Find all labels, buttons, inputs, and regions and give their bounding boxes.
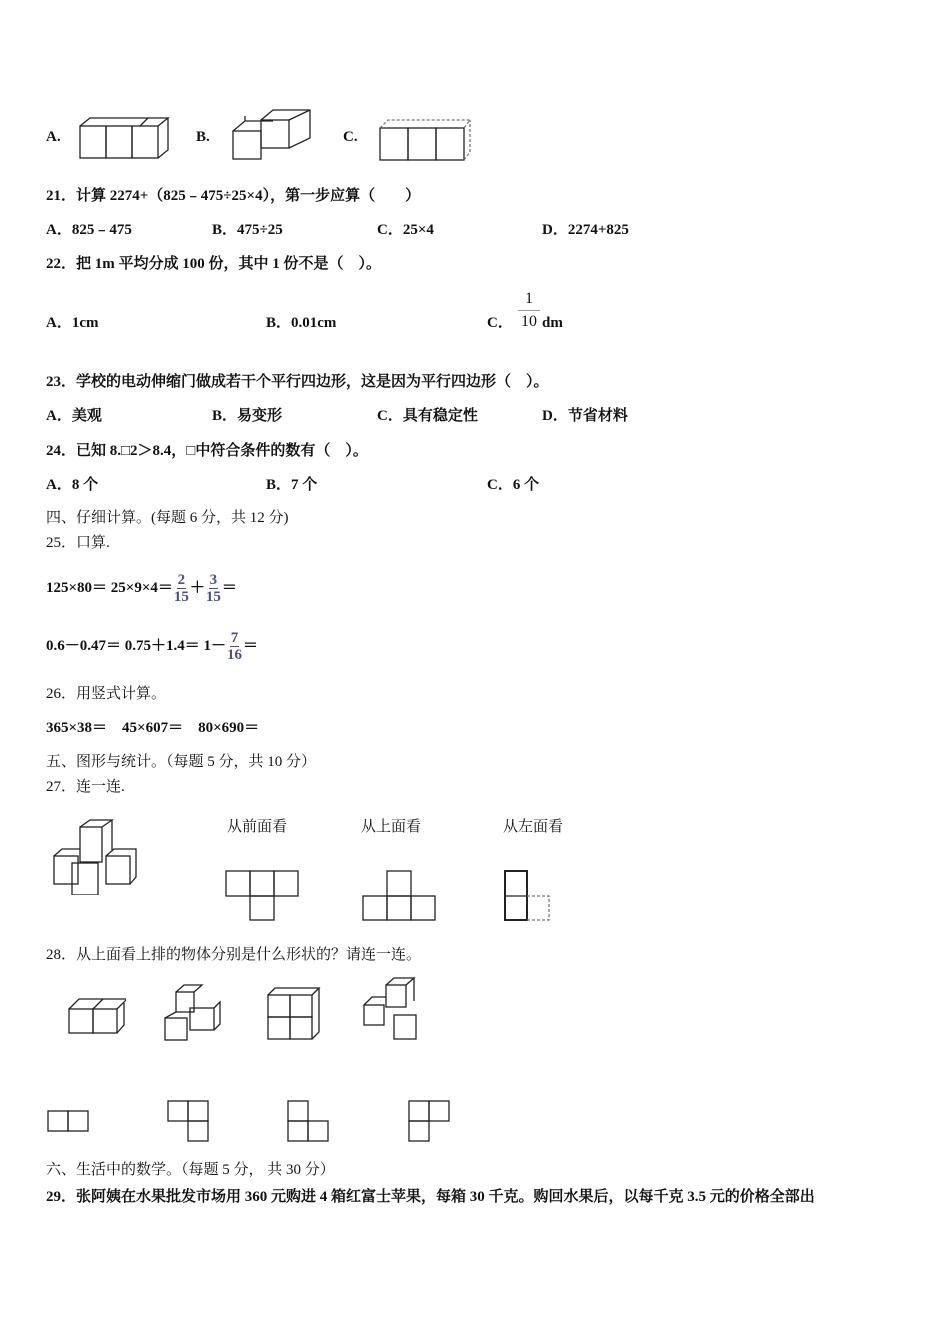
q28-solid-3 [265, 985, 323, 1043]
q20-option-b: B. [196, 129, 210, 145]
section-6-heading: 六、生活中的数学。（每题 5 分， 共 30 分） [46, 1162, 335, 1178]
q28-view-4 [407, 1098, 453, 1144]
q27-solid-figure [50, 815, 150, 895]
q23-option-b: B．易变形 [212, 408, 283, 424]
q21-option-a: A．825﹣475 [46, 222, 132, 238]
section-4-heading: 四、仔细计算。(每题 6 分，共 12 分) [46, 510, 289, 526]
q27-stem: 27．连一连. [46, 779, 125, 795]
q27-label-front: 从前面看 [227, 819, 288, 835]
q25-stem: 25．口算. [46, 535, 110, 551]
q28-solid-4 [358, 975, 424, 1043]
q22-unit: dm [542, 315, 563, 331]
q22-option-c: C． [487, 315, 513, 331]
q23-option-c: C．具有稳定性 [377, 408, 478, 424]
q22-stem: 22．把 1m 平均分成 100 份，其中 1 份不是（ ）。 [46, 256, 381, 272]
q27-label-left: 从左面看 [503, 819, 564, 835]
q21-option-d: D．2274+825 [542, 222, 629, 238]
q20-option-c: C. [343, 129, 358, 145]
q26-stem: 26．用竖式计算。 [46, 686, 167, 702]
q23-stem: 23．学校的电动伸缩门做成若干个平行四边形，这是因为平行四边形（ ）。 [46, 374, 549, 390]
q22-option-a: A．1cm [46, 315, 99, 331]
q24-option-a: A．8 个 [46, 477, 99, 493]
q24-option-c: C．6 个 [487, 477, 540, 493]
q28-solid-1 [66, 995, 126, 1040]
q27-top-view [362, 868, 442, 924]
cube-figure-c [378, 116, 474, 164]
q28-view-2 [166, 1098, 212, 1144]
q21-option-c: C．25×4 [377, 222, 434, 238]
q21-option-b: B．475÷25 [212, 222, 283, 238]
q22-fraction: 1 10 [518, 288, 540, 333]
q24-stem: 24．已知 8.□2＞8.4，□中符合条件的数有（ ）。 [46, 443, 368, 459]
q28-stem: 28．从上面看上排的物体分别是什么形状的？请连一连。 [46, 947, 422, 963]
q27-front-view [224, 868, 304, 924]
q24-option-b: B．7 个 [266, 477, 318, 493]
q25-line-2: 0.6－0.47＝ 0.75＋1.4＝ 1－ $\frac{7}{16}$ ＝ [46, 630, 259, 664]
cube-figure-a [78, 114, 174, 162]
q21-stem: 21．计算 2274+（825﹣475÷25×4），第一步应算（ ） [46, 188, 421, 204]
q29-stem: 29．张阿姨在水果批发市场用 360 元购进 4 箱红富士苹果，每箱 30 千克。购回水果后，以每千克 3.5 元的价格全部出 [46, 1189, 815, 1205]
q27-label-top: 从上面看 [361, 819, 422, 835]
q22-option-b: B．0.01cm [266, 315, 337, 331]
q27-left-view [503, 868, 558, 924]
q28-solid-2 [162, 982, 227, 1044]
q26-problems: 365×38＝ 45×607＝ 80×690＝ [46, 720, 260, 736]
q25-line-1: 125×80＝ 25×9×4＝ $\frac{2}{15}$ ＋ $\frac{3}{15}$ ＝ [46, 572, 237, 606]
cube-figure-b [230, 106, 316, 164]
q23-option-a: A．美观 [46, 408, 102, 424]
q28-view-1 [46, 1108, 92, 1136]
section-5-heading: 五、图形与统计。（每题 5 分，共 10 分） [46, 754, 317, 770]
q20-option-a: A. [46, 129, 61, 145]
q23-option-d: D．节省材料 [542, 408, 628, 424]
q28-view-3 [286, 1098, 332, 1144]
